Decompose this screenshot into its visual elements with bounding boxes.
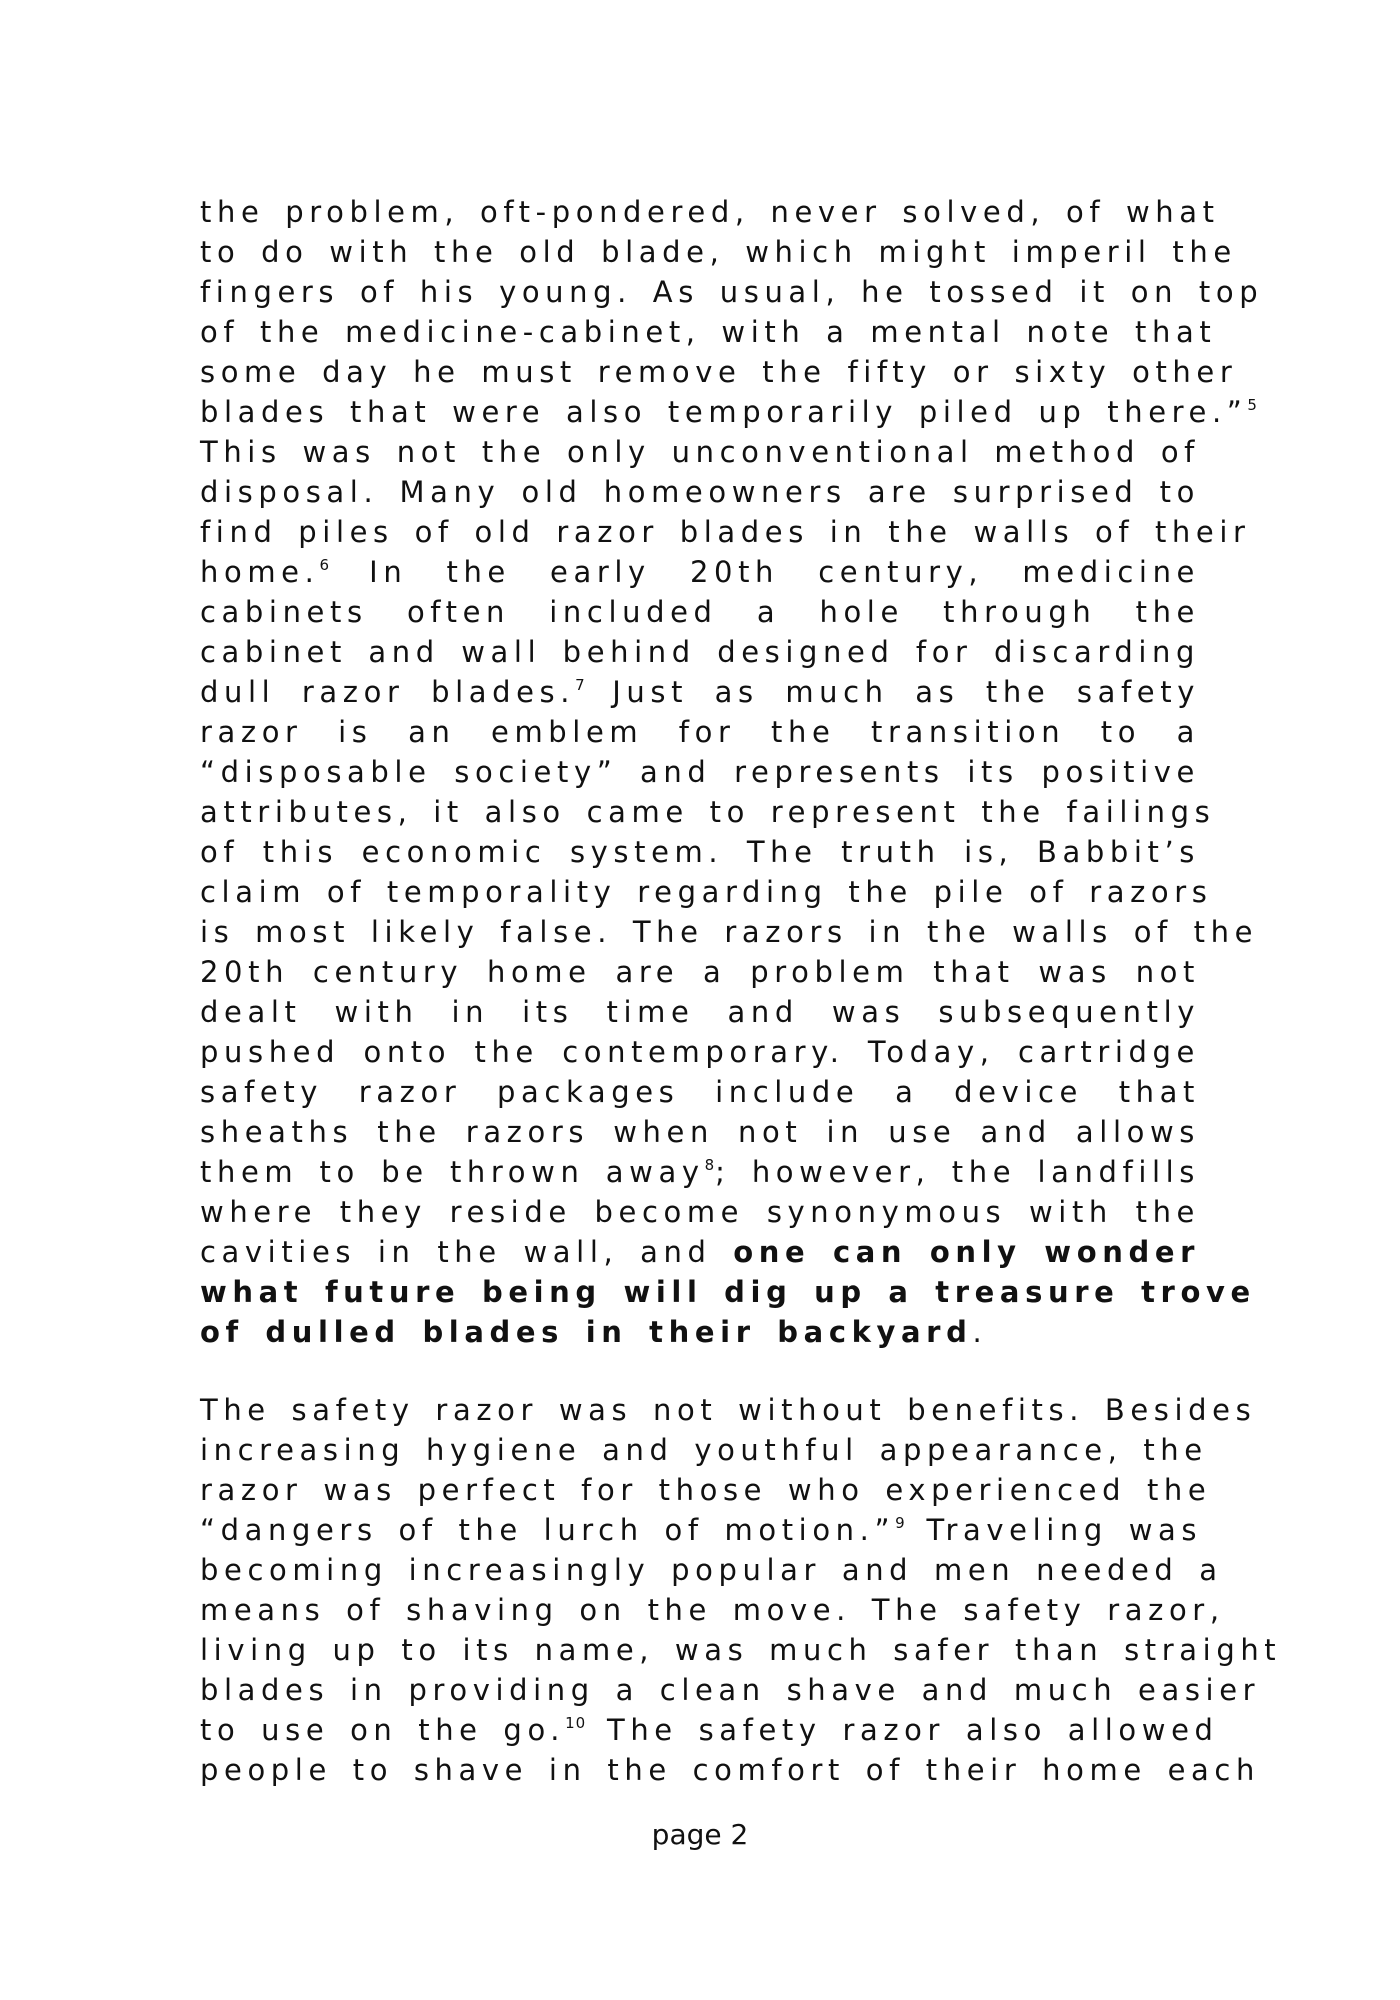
text-line (200, 1710, 1219, 1750)
text-line (200, 1232, 1200, 1272)
text-span: Just as much as the safety (612, 675, 1200, 709)
text-span: ; however, the landfills (715, 1155, 1200, 1189)
text-line: of the medicine-cabinet, with a mental note that (200, 315, 1217, 349)
text-span: cavities in the wall, and (200, 1235, 712, 1269)
text-span: to use on the go. (200, 1713, 566, 1747)
footnote-marker: 8 (704, 1156, 716, 1174)
text-line: some day he must remove the fifty or sixty other (200, 355, 1238, 389)
text-span: Traveling was (926, 1513, 1203, 1547)
body-paragraph-2 (200, 1390, 1282, 1790)
text-line: people to shave in the comfort of their home each (200, 1753, 1260, 1787)
text-line (200, 552, 1200, 592)
text-line: cabinet and wall behind designed for discarding (200, 635, 1200, 669)
footnote-marker: 7 (575, 676, 586, 694)
text-span: them to be thrown away (200, 1155, 705, 1189)
body-paragraph-1 (200, 192, 1264, 1352)
text-line: increasing hygiene and youthful appearance, the (200, 1433, 1208, 1467)
emphasis-text: one can only wonder (733, 1235, 1200, 1269)
text-line (200, 1312, 1200, 1352)
text-line: pushed onto the contemporary. Today, cartridge (200, 1035, 1200, 1069)
text-span: . (972, 1315, 988, 1349)
text-span: blades that were also temporarily piled up there.” (200, 395, 1248, 429)
text-line: 20th century home are a problem that was not (200, 955, 1200, 989)
text-line: disposal. Many old homeowners are surprised to (200, 475, 1200, 509)
text-line (200, 1152, 1200, 1192)
text-line (200, 1510, 1203, 1550)
text-line: to do with the old blade, which might imperil the (200, 235, 1237, 269)
text-line: fingers of his young. As usual, he tossed it on top (200, 275, 1264, 309)
text-line: claim of temporality regarding the pile of razors (200, 875, 1213, 909)
text-span: In the early 20th century, medicine (369, 555, 1200, 589)
footnote-marker: 5 (1247, 396, 1258, 414)
text-line: The safety razor was not without benefits. Besides (200, 1393, 1257, 1427)
text-span: The safety razor also allowed (607, 1713, 1219, 1747)
text-line: “disposable society” and represents its positive (200, 755, 1200, 789)
text-line: safety razor packages include a device that (200, 1075, 1200, 1109)
text-span: home. (200, 555, 320, 589)
text-line: blades in providing a clean shave and much easier (200, 1673, 1261, 1707)
emphasis-line: what future being will dig up a treasure trove (200, 1275, 1256, 1309)
text-line (200, 392, 1258, 432)
text-line: becoming increasingly popular and men needed a (200, 1553, 1223, 1587)
text-line (200, 672, 1200, 712)
text-line: dealt with in its time and was subsequently (200, 995, 1200, 1029)
text-line: where they reside become synonymous with the (200, 1195, 1200, 1229)
text-line: razor was perfect for those who experienced the (200, 1473, 1212, 1507)
emphasis-text: of dulled blades in their backyard (200, 1315, 973, 1349)
page-number: page 2 (651, 1818, 749, 1851)
text-line: means of shaving on the move. The safety razor, (200, 1593, 1225, 1627)
text-line: the problem, oft-pondered, never solved, of what (200, 195, 1220, 229)
text-line: sheaths the razors when not in use and allows (200, 1115, 1200, 1149)
footnote-marker: 10 (565, 1714, 587, 1732)
text-line: cabinets often included a hole through the (200, 595, 1200, 629)
text-line: This was not the only unconventional method of (200, 435, 1200, 469)
text-line: of this economic system. The truth is, Babbit’s (200, 835, 1200, 869)
footnote-marker: 6 (319, 556, 330, 574)
text-line: find piles of old razor blades in the walls of their (200, 515, 1251, 549)
text-span: dull razor blades. (200, 675, 576, 709)
text-span: “dangers of the lurch of motion.” (200, 1513, 896, 1547)
text-line: attributes, it also came to represent the failings (200, 795, 1216, 829)
text-line: living up to its name, was much safer than straight (200, 1633, 1282, 1667)
text-line: is most likely false. The razors in the walls of the (200, 915, 1259, 949)
footnote-marker: 9 (895, 1514, 906, 1532)
text-line: razor is an emblem for the transition to a (200, 715, 1200, 749)
